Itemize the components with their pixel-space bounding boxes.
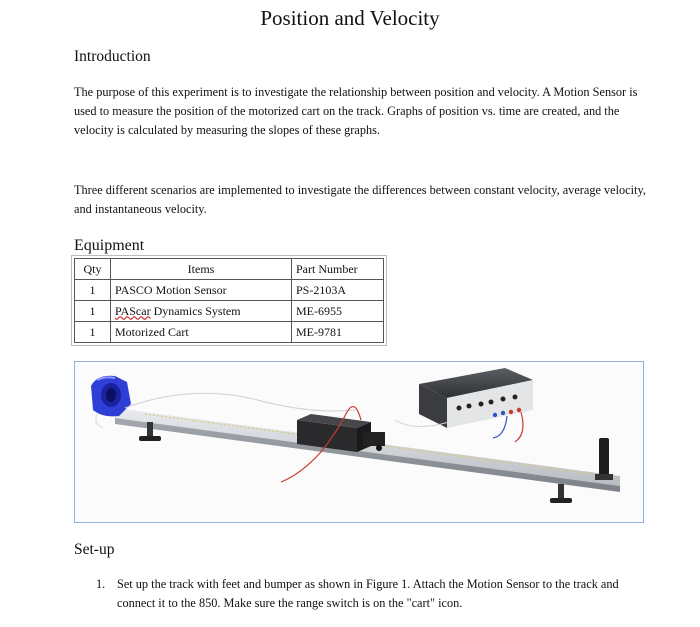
column-header-qty: Qty (75, 259, 111, 280)
item-cell (111, 301, 292, 322)
item-cell-rest: Dynamics System (150, 303, 241, 318)
intro-paragraph-1: The purpose of this experiment is to investigate the relationship between position and velocity. A Motion Sensor is used to measure the position of the motorized cart on the track. Graphs of position vs. time are created, and the velocity is calculated by measuring the slopes of these graphs. (74, 85, 638, 137)
step-number: 1. (96, 577, 106, 591)
intro-paragraph-2: Three different scenarios are implemented to investigate the differences between constant velocity, average velocity, and instantaneous velocity. (74, 183, 646, 216)
qty-cell: 1 (75, 322, 111, 343)
item-cell: Motorized Cart (111, 322, 292, 343)
step-text: Set up the track with feet and bumper as shown in Figure 1. Attach the Motion Sensor to the track and connect it to the 850. Make sure the range switch is on the "cart" icon. (117, 577, 619, 610)
setup-heading: Set-up (74, 541, 115, 558)
introduction-heading: Introduction (74, 48, 151, 65)
equipment-table (74, 258, 384, 343)
part-cell: ME-6955 (292, 301, 384, 322)
track-foot-right (550, 484, 572, 503)
table-header-row (75, 259, 384, 280)
qty-cell: 1 (75, 280, 111, 301)
interface-850 (419, 368, 533, 428)
table-row (75, 280, 384, 301)
column-header-part-number: Part Number (292, 259, 384, 280)
table-row (75, 301, 384, 322)
spellcheck-word: PAScar (115, 303, 151, 318)
equipment-heading: Equipment (74, 237, 145, 254)
qty-cell: 1 (75, 301, 111, 322)
column-header-items: Items (111, 259, 292, 280)
equipment-photo (74, 361, 644, 523)
item-cell: PASCO Motion Sensor (111, 280, 292, 301)
dynamics-track (115, 408, 620, 492)
table-row (75, 322, 384, 343)
page-title: Position and Velocity (260, 6, 440, 30)
part-cell: ME-9781 (292, 322, 384, 343)
track-illustration (75, 362, 643, 522)
part-cell: PS-2103A (292, 280, 384, 301)
